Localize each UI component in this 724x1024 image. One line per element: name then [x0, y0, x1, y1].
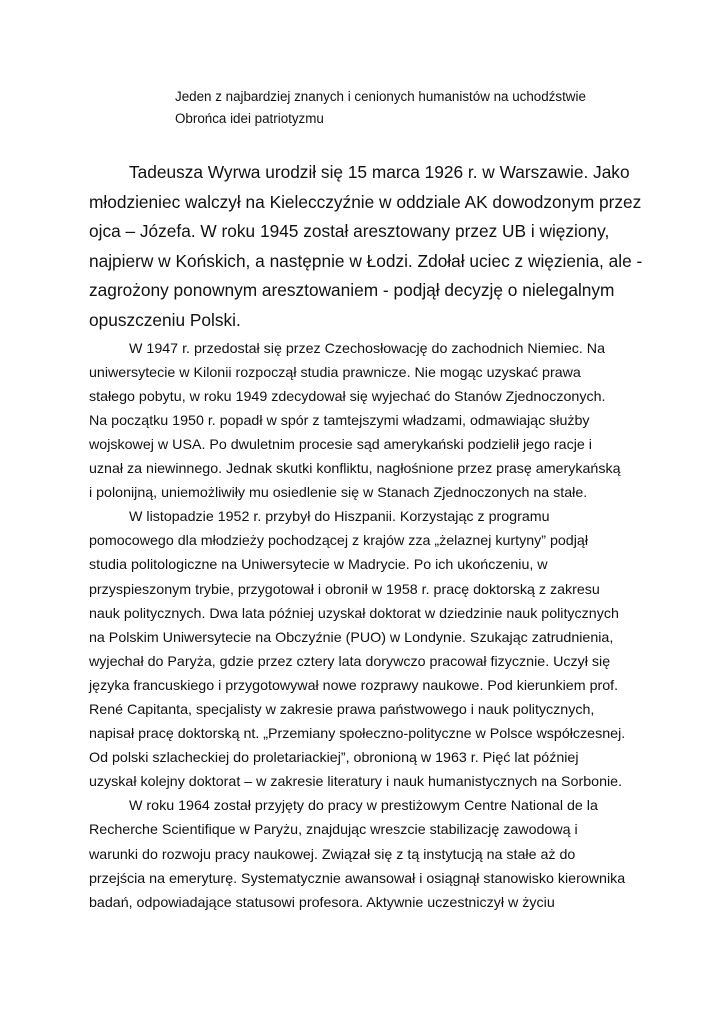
text-line: nauk politycznych. Dwa lata później uzyskał doktorat w dziedzinie nauk politycznych	[89, 605, 619, 622]
text-line: najpierw w Końskich, a następnie w Łodzi. Zdołał uciec z więzienia, ale -	[89, 250, 643, 271]
text-line: przejścia na emeryturę. Systematycznie awansował i osiągnął stanowisko kierownika	[89, 870, 626, 887]
body-text	[89, 158, 649, 915]
text-line: młodzieniec walczył na Kielecczyźnie w oddziale AK dowodzonym przez	[89, 191, 642, 212]
paragraph-4	[89, 794, 649, 914]
text-line: napisał pracę doktorską nt. „Przemiany społeczno-polityczne w Polsce współczesnej.	[89, 726, 626, 743]
text-line: W roku 1964 został przyjęty do pracy w prestiżowym Centre National de la	[129, 798, 598, 815]
text-line: stałego pobytu, w roku 1949 zdecydował się wyjechać do Stanów Zjednoczonych.	[89, 388, 606, 405]
text-line: Tadeusza Wyrwa urodził się 15 marca 1926 r. w Warszawie. Jako	[129, 162, 630, 182]
text-line: Od polski szlacheckiej do proletariackiej”, obronioną w 1963 r. Pięć lat później	[89, 750, 579, 767]
text-line: warunki do rozwoju pracy naukowej. Związał się z tą instytucją na stałe aż do	[89, 846, 576, 863]
text-line: uniwersytecie w Kilonii rozpoczął studia prawnicze. Nie mogąc uzyskać prawa	[89, 364, 581, 381]
paragraph-3	[89, 505, 649, 794]
text-line: wojskowej w USA. Po dwuletnim procesie sąd amerykański podzielił jego racje i	[89, 436, 592, 453]
text-line: René Capitanta, specjalisty w zakresie prawa państwowego i nauk politycznych,	[89, 701, 595, 718]
paragraph-2	[89, 337, 649, 506]
subtitle-line-2: Obrońca idei patriotyzmu	[175, 111, 324, 126]
text-line: Recherche Scientifique w Paryżu, znajdując wreszcie stabilizację zawodową i	[89, 822, 578, 839]
text-line: badań, odpowiadające statusowi profesora. Aktywnie uczestniczył w życiu	[89, 894, 555, 911]
lead-paragraph	[89, 158, 649, 336]
text-line: Na początku 1950 r. popadł w spór z tamtejszymi władzami, odmawiając służby	[89, 412, 590, 429]
text-line: języka francuskiego i przygotowywał nowe rozprawy naukowe. Pod kierunkiem prof.	[89, 677, 619, 694]
text-line: zagrożony ponownym aresztowaniem - podjął decyzję o nielegalnym	[89, 280, 615, 301]
text-line: opuszczeniu Polski.	[89, 309, 241, 330]
text-line: W 1947 r. przedostał się przez Czechosłowację do zachodnich Niemiec. Na	[129, 340, 606, 357]
text-line: na Polskim Uniwersytecie na Obczyźnie (PUO) w Londynie. Szukając zatrudnienia,	[89, 629, 614, 646]
text-line: W listopadzie 1952 r. przybył do Hiszpanii. Korzystając z programu	[129, 509, 550, 526]
text-line: ojca – Józefa. W roku 1945 został aresztowany przez UB i więziony,	[89, 221, 610, 242]
text-line: i polonijną, uniemożliwiły mu osiedlenie się w Stanach Zjednoczonych na stałe.	[89, 485, 588, 502]
subtitle-line-1: Jeden z najbardziej znanych i cenionych humanistów na uchodźstwie	[175, 89, 586, 104]
text-line: uzyskał kolejny doktorat – w zakresie literatury i nauk humanistycznych na Sorbonie.	[89, 774, 623, 791]
text-line: wyjechał do Paryża, gdzie przez cztery lata dorywczo pracował fizycznie. Uczył się	[89, 653, 611, 670]
text-line: przyspieszonym trybie, przygotował i obronił w 1958 r. pracę doktorską z zakresu	[89, 581, 600, 598]
subtitle-block	[175, 86, 695, 130]
text-line: uznał za niewinnego. Jednak skutki konfliktu, nagłośnione przez prasę amerykańską	[89, 461, 621, 478]
text-line: studia politologiczne na Uniwersytecie w Madrycie. Po ich ukończeniu, w	[89, 557, 548, 574]
text-line: pomocowego dla młodzieży pochodzącej z krajów zza „żelaznej kurtyny” podjął	[89, 533, 588, 550]
